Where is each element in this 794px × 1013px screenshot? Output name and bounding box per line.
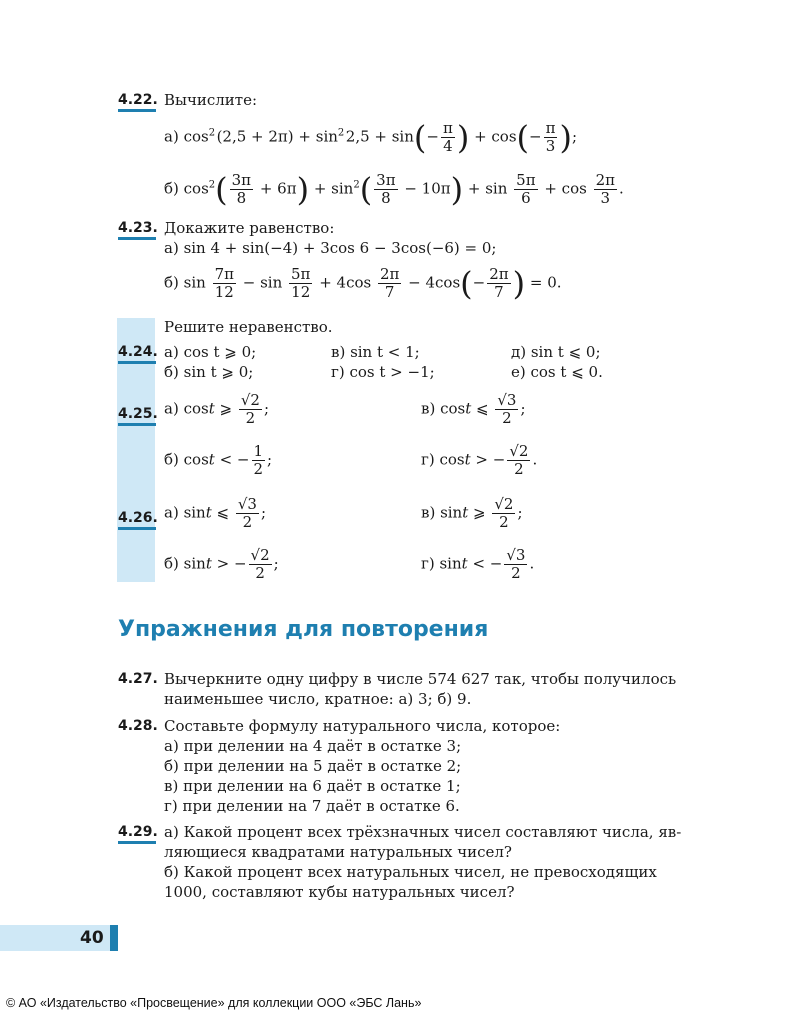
- number-underline: [118, 423, 156, 426]
- item-4-24-b: б) sin t ⩾ 0;: [164, 363, 254, 381]
- item-4-26-g: г) sint < − $\frac{√3}{2}$ .: [421, 546, 535, 582]
- exercise-title: Вычислите:: [164, 91, 258, 109]
- item-4-24-a: а) cos t ⩾ 0;: [164, 343, 257, 361]
- item-4-24-g: г) cos t > −1;: [331, 363, 435, 381]
- number-underline: [118, 237, 156, 240]
- exercise-4-29-line-4: 1000, составляют кубы натуральных чисел?: [164, 883, 515, 901]
- exercise-number-4-29: 4.29.: [118, 822, 158, 842]
- item-4-24-v: в) sin t < 1;: [331, 343, 420, 361]
- exercise-number-4-25: 4.25.: [118, 404, 158, 424]
- exercise-4-27-line-1: Вычеркните одну цифру в числе 574 627 так, чтобы получилось: [164, 670, 677, 688]
- item-4-26-b: б) sint > − $\frac{√2}{2}$ ;: [164, 546, 279, 582]
- item-4-24-e: е) cos t ⩽ 0.: [511, 363, 603, 381]
- exercise-4-29-line-3: б) Какой процент всех натуральных чисел, не превосходящих: [164, 863, 657, 881]
- exercise-number-4-24: 4.24.: [118, 342, 158, 362]
- exercise-4-29-line-2: ляющиеся квадратами натуральных чисел?: [164, 843, 512, 861]
- exercise-4-23-b: б) sin $\frac{7\pi}{12}$ − sin $\frac{5\pi}{12}$ + 4cos $\frac{2\pi}{7}$ − 4cos(− $\frac{2\pi}{7}$ ) = 0.: [164, 264, 562, 303]
- exercise-number-4-23: 4.23.: [118, 218, 158, 238]
- exercise-number-4-26: 4.26.: [118, 508, 158, 528]
- exercise-title: Докажите равенство:: [164, 219, 335, 237]
- item-4-26-a: а) sint ⩽ $\frac{√3}{2}$ ;: [164, 495, 267, 531]
- item-4-24-d: д) sin t ⩽ 0;: [511, 343, 601, 361]
- item-4-25-g: г) cost > − $\frac{√2}{2}$ .: [421, 442, 538, 478]
- item-4-25-a: а) cost ⩾ $\frac{√2}{2}$ ;: [164, 391, 270, 427]
- exercise-4-23-a: а) sin 4 + sin(−4) + 3cos 6 − 3cos(−6) = 0;: [164, 239, 497, 257]
- item-4-25-b: б) cost < − $\frac{1}{2}$ ;: [164, 442, 273, 478]
- list-item: в) при делении на 6 даёт в остатке 1;: [164, 777, 461, 795]
- exercise-number-4-27: 4.27.: [118, 671, 158, 687]
- exercise-4-22-b: б) $\cos^2$( $\frac{3\pi}{8}$ + $6\pi) + \sin^2$( $\frac{3\pi}{8}$ − 10π) + sin $\frac{5\pi}{6}$ + cos $\frac{2\pi}{3}$ .: [164, 170, 624, 209]
- exercise-title: Составьте формулу натурального числа, которое:: [164, 717, 561, 735]
- exercise-4-27-line-2: наименьшее число, кратное: а) 3; б) 9.: [164, 690, 472, 708]
- number-underline: [118, 527, 156, 530]
- exercise-number-4-28: 4.28.: [118, 718, 158, 734]
- list-item: б) при делении на 5 даёт в остатке 2;: [164, 757, 462, 775]
- list-item: а) при делении на 4 даёт в остатке 3;: [164, 737, 462, 755]
- copyright-notice: © АО «Издательство «Просвещение» для коллекции ООО «ЭБС Лань»: [6, 996, 422, 1010]
- item-4-26-v: в) sint ⩾ $\frac{√2}{2}$ ;: [421, 495, 523, 531]
- section-heading: Упражнения для повторения: [118, 617, 489, 642]
- page-number-accent: [110, 925, 118, 951]
- number-underline: [118, 841, 156, 844]
- page-number: 40: [80, 928, 104, 948]
- group-intro: Решите неравенство.: [164, 318, 333, 336]
- exercise-4-29-line-1: а) Какой процент всех трёхзначных чисел составляют числа, яв-: [164, 823, 682, 841]
- exercise-4-22-a: а) $\cos^2$ $(2,5 + 2\pi) + \sin^2$ 2,5 + sin(− $\frac{\pi}{4}$ ) + cos(− $\frac{\pi}{3}$ );: [164, 118, 577, 157]
- number-underline: [118, 109, 156, 112]
- exercise-number-4-22: 4.22.: [118, 90, 158, 110]
- item-4-25-v: в) cost ⩽ $\frac{√3}{2}$ ;: [421, 391, 526, 427]
- list-item: г) при делении на 7 даёт в остатке 6.: [164, 797, 460, 815]
- number-underline: [118, 361, 156, 364]
